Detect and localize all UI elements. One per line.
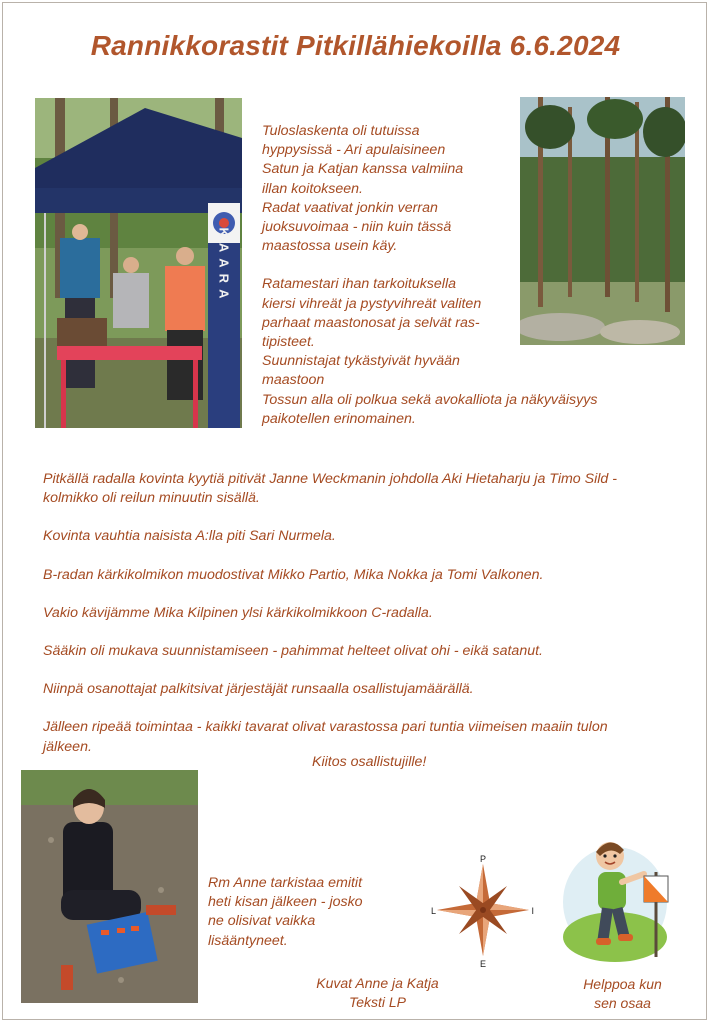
- body-line: B-radan kärkikolmikon muodostivat Mikko Partio, Mika Nokka ja Tomi Valkonen.: [43, 566, 544, 583]
- compass-south: E: [479, 959, 487, 969]
- caption-line: heti kisan jälkeen - josko: [208, 894, 363, 911]
- compass-north: P: [479, 854, 487, 864]
- compass-rose-icon: [428, 852, 538, 970]
- intro-line: juoksuvoimaa - niin kuin tässä: [262, 219, 452, 236]
- cartoon-caption-line: sen osaa: [594, 995, 651, 1011]
- intro-line: Radat vaativat jonkin verran: [262, 199, 438, 216]
- body-line: Niinpä osanottajat palkitsivat järjestäjät runsaalla osallistujamäärällä.: [43, 681, 474, 698]
- thanks-text: Kiitos osallistujille!: [312, 754, 427, 770]
- page-title: Rannikkorastit Pitkillähiekoilla 6.6.2024: [90, 30, 621, 61]
- credits-line: Teksti LP: [348, 994, 407, 1010]
- body-line: Jälleen ripeää toimintaa - kaikki tavarat olivat varastossa pari tuntia viimeisen maaiin tulon: [43, 719, 608, 736]
- intro-line: Tossun alla oli polkua sekä avokalliota ja näkyväisyys: [262, 391, 598, 408]
- intro-line: hyppysissä - Ari apulaisineen: [262, 142, 446, 159]
- body-line: Pitkällä radalla kovinta kyytiä pitivät Janne Weckmanin johdolla Aki Hietaharju ja Timo Sild -: [43, 471, 617, 487]
- caption-line: Rm Anne tarkistaa emitit: [208, 875, 363, 891]
- intro-line: paikotellen erinomainen.: [262, 410, 416, 427]
- intro-line: parhaat maastonosat ja selvät ras-: [262, 314, 480, 331]
- intro-line: illan koitokseen.: [262, 180, 363, 197]
- body-text: [43, 470, 693, 757]
- body-line: Vakio kävijämme Mika Kilpinen ylsi kärkikolmikkoon C-radalla.: [43, 604, 433, 621]
- caption-anne: [208, 874, 428, 951]
- intro-line: tipisteet.: [262, 334, 315, 351]
- photo-result-tent: [35, 98, 242, 428]
- caption-line: ne olisivat vaikka: [208, 913, 316, 930]
- intro-line: maastossa usein käy.: [262, 238, 398, 255]
- orienteer-cartoon: [560, 832, 678, 967]
- intro-line: kiersi vihreät ja pystyvihreät valiten: [262, 295, 482, 312]
- body-line: Kovinta vauhtia naisista A:lla piti Sari Nurmela.: [43, 528, 336, 545]
- credits-line: Kuvat Anne ja Katja: [316, 975, 439, 991]
- cartoon-caption-line: Helppoa kun: [583, 976, 662, 992]
- body-line: Sääkin oli mukava suunnistamiseen - pahimmat helteet olivat ohi - eikä satanut.: [43, 643, 543, 660]
- intro-line: Satun ja Katjan kanssa valmiina: [262, 161, 464, 178]
- body-line: kolmikko oli reilun minuutin sisällä.: [43, 490, 260, 507]
- cartoon-caption: [570, 975, 675, 1013]
- caption-line: lisääntyneet.: [208, 932, 288, 949]
- credits: [290, 974, 465, 1012]
- body-line: jälkeen.: [43, 738, 92, 755]
- compass-west: L: [431, 906, 437, 916]
- photo-anne-emits: [21, 770, 198, 1003]
- intro-line: Suunnistajat tykästyivät hyvään: [262, 353, 460, 370]
- compass-east: I: [531, 906, 534, 916]
- flag-text: KAARA: [216, 227, 232, 305]
- intro-line: Ratamestari ihan tarkoituksella: [262, 276, 456, 293]
- intro-line: maastoon: [262, 372, 325, 389]
- photo-pine-forest: [520, 97, 685, 345]
- intro-line: Tuloslaskenta oli tutuissa: [262, 123, 420, 139]
